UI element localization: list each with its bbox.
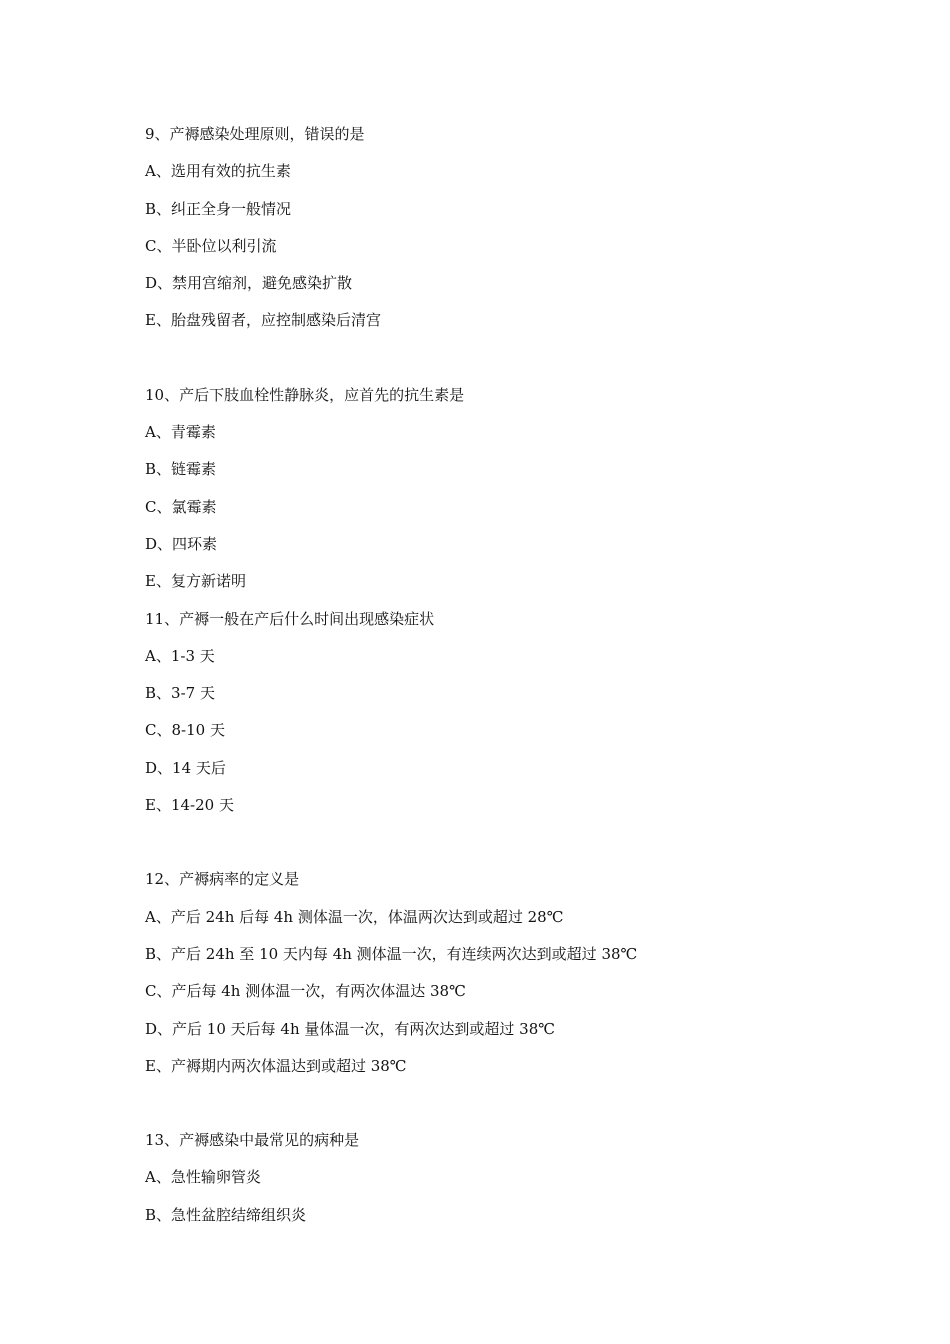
answer-option: D、禁用宫缩剂，避免感染扩散 (145, 274, 353, 293)
question-stem: 12、产褥病率的定义是 (145, 870, 300, 889)
answer-option: D、产后 10 天后每 4h 量体温一次，有两次达到或超过 38℃ (145, 1019, 556, 1038)
blank-spacer (145, 830, 905, 867)
answer-option: A、产后 24h 后每 4h 测体温一次，体温两次达到或超过 28℃ (145, 907, 564, 926)
answer-option: D、四环素 (145, 534, 218, 553)
blank-spacer (145, 1091, 905, 1128)
blank-spacer (145, 346, 905, 383)
question-stem: 13、产褥感染中最常见的病种是 (145, 1131, 360, 1150)
answer-option: D、14 天后 (145, 758, 226, 777)
answer-option: A、青霉素 (145, 423, 216, 442)
answer-option: B、3-7 天 (145, 684, 215, 703)
question-stem: 11、产褥一般在产后什么时间出现感染症状 (145, 609, 435, 628)
answer-option: E、胎盘残留者，应控制感染后清宫 (145, 311, 381, 330)
answer-option: A、1-3 天 (145, 646, 215, 665)
answer-option: E、复方新诺明 (145, 572, 246, 591)
answer-option: C、产后每 4h 测体温一次，有两次体温达 38℃ (145, 982, 466, 1001)
answer-option: B、链霉素 (145, 460, 217, 479)
question-list (145, 122, 905, 1240)
answer-option: B、产后 24h 至 10 天内每 4h 测体温一次，有连续两次达到或超过 38℃ (145, 944, 638, 963)
question-stem: 9、产褥感染处理原则，错误的是 (145, 125, 365, 143)
answer-option: C、8-10 天 (145, 721, 225, 740)
answer-option: A、急性输卵管炎 (145, 1168, 261, 1187)
answer-option: E、14-20 天 (145, 796, 234, 815)
answer-option: B、急性盆腔结缔组织炎 (145, 1205, 307, 1224)
answer-option: C、半卧位以利引流 (145, 236, 277, 255)
answer-option: B、纠正全身一般情况 (145, 199, 292, 218)
answer-option: C、氯霉素 (145, 497, 217, 516)
answer-option: A、选用有效的抗生素 (145, 162, 291, 181)
question-stem: 10、产后下肢血栓性静脉炎，应首先的抗生素是 (145, 385, 465, 404)
answer-option: E、产褥期内两次体温达到或超过 38℃ (145, 1056, 407, 1075)
